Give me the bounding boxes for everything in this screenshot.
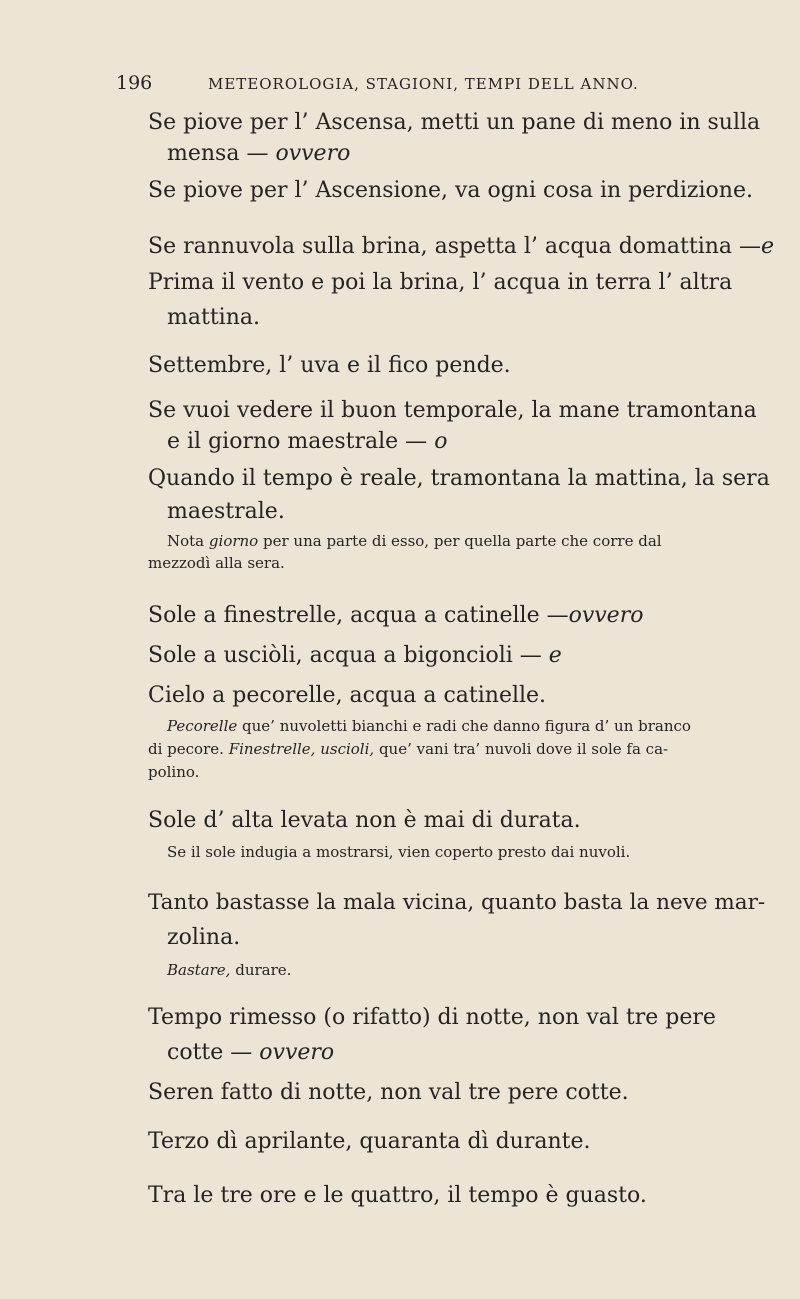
running-title: METEOROLOGIA, STAGIONI, TEMPI DELL ANNO. <box>208 75 639 93</box>
proverb-note <box>148 739 668 759</box>
note-text: que’ vani tra’ nuvoli dove il sole fa ca- <box>378 740 669 758</box>
proverb-line: Se piove per l’ Ascensa, metti un pane di meno in sulla <box>148 110 761 135</box>
proverb-text: Sole a usciòli, acqua a bigoncioli — <box>148 643 542 668</box>
proverb-variant: Quando il tempo è reale, tramontana la mattina, la sera <box>148 466 770 491</box>
proverb-note: mezzodì alla sera. <box>148 554 285 572</box>
proverb-text: e il giorno maestrale — <box>167 429 428 454</box>
proverb-continuation: zolina. <box>167 925 241 950</box>
proverb-line <box>148 603 643 629</box>
note-text: durare. <box>235 961 292 979</box>
proverb-note <box>167 716 691 736</box>
proverb-continuation: maestrale. <box>167 499 285 524</box>
proverb-continuation <box>167 141 350 167</box>
note-term: Bastare, <box>167 961 231 979</box>
note-term: Pecorelle <box>167 717 238 735</box>
conjunction: ovvero <box>259 1040 335 1065</box>
proverb-continuation <box>167 1040 334 1066</box>
note-text: que’ nuvoletti bianchi e radi che danno figura d’ un branco <box>242 717 691 735</box>
note-text: per una parte di esso, per quella parte che corre dal <box>263 532 662 550</box>
conjunction: o <box>434 429 448 454</box>
proverb-continuation: mattina. <box>167 305 260 330</box>
page-number: 196 <box>116 72 153 94</box>
note-text: di pecore. <box>148 740 224 758</box>
proverb-variant: Cielo a pecorelle, acqua a catinelle. <box>148 683 547 708</box>
proverb-note: Se il sole indugia a mostrarsi, vien coperto presto dai nuvoli. <box>167 843 631 861</box>
proverb-line: Tempo rimesso (o rifatto) di notte, non val tre pere <box>148 1005 716 1030</box>
proverb-line: Tanto bastasse la mala vicina, quanto basta la neve mar- <box>148 890 766 915</box>
proverb-variant: Se piove per l’ Ascensione, va ogni cosa in perdizione. <box>148 178 753 203</box>
proverb-continuation <box>167 429 447 455</box>
proverb-text: Sole a finestrelle, acqua a catinelle — <box>148 603 569 628</box>
proverb-line <box>148 234 774 260</box>
conjunction: e <box>761 234 775 259</box>
proverb-variant <box>148 643 562 669</box>
proverb-note: polino. <box>148 763 200 781</box>
proverb-text: Se rannuvola sulla brina, aspetta l’ acqua domattina — <box>148 234 762 259</box>
proverb-line: Sole d’ alta levata non è mai di durata. <box>148 808 581 833</box>
note-term: Finestrelle, uscioli, <box>228 740 375 758</box>
note-text: Nota <box>167 532 205 550</box>
proverb-line: Tra le tre ore e le quattro, il tempo è guasto. <box>148 1183 647 1208</box>
proverb-note <box>167 531 662 551</box>
proverb-line: Settembre, l’ uva e il fico pende. <box>148 353 511 378</box>
proverb-line: Se vuoi vedere il buon temporale, la mane tramontana <box>148 398 757 423</box>
proverb-text: cotte — <box>167 1040 253 1065</box>
proverb-text: mensa — <box>167 141 269 166</box>
proverb-variant: Prima il vento e poi la brina, l’ acqua in terra l’ altra <box>148 270 733 295</box>
conjunction: ovvero <box>275 141 351 166</box>
conjunction: e <box>548 643 562 668</box>
conjunction: ovvero <box>568 603 644 628</box>
proverb-variant: Seren fatto di notte, non val tre pere cotte. <box>148 1080 629 1105</box>
note-term: giorno <box>208 532 259 550</box>
proverb-line: Terzo dì aprilante, quaranta dì durante. <box>148 1129 591 1154</box>
proverb-note <box>167 960 291 980</box>
page-header <box>108 72 760 96</box>
